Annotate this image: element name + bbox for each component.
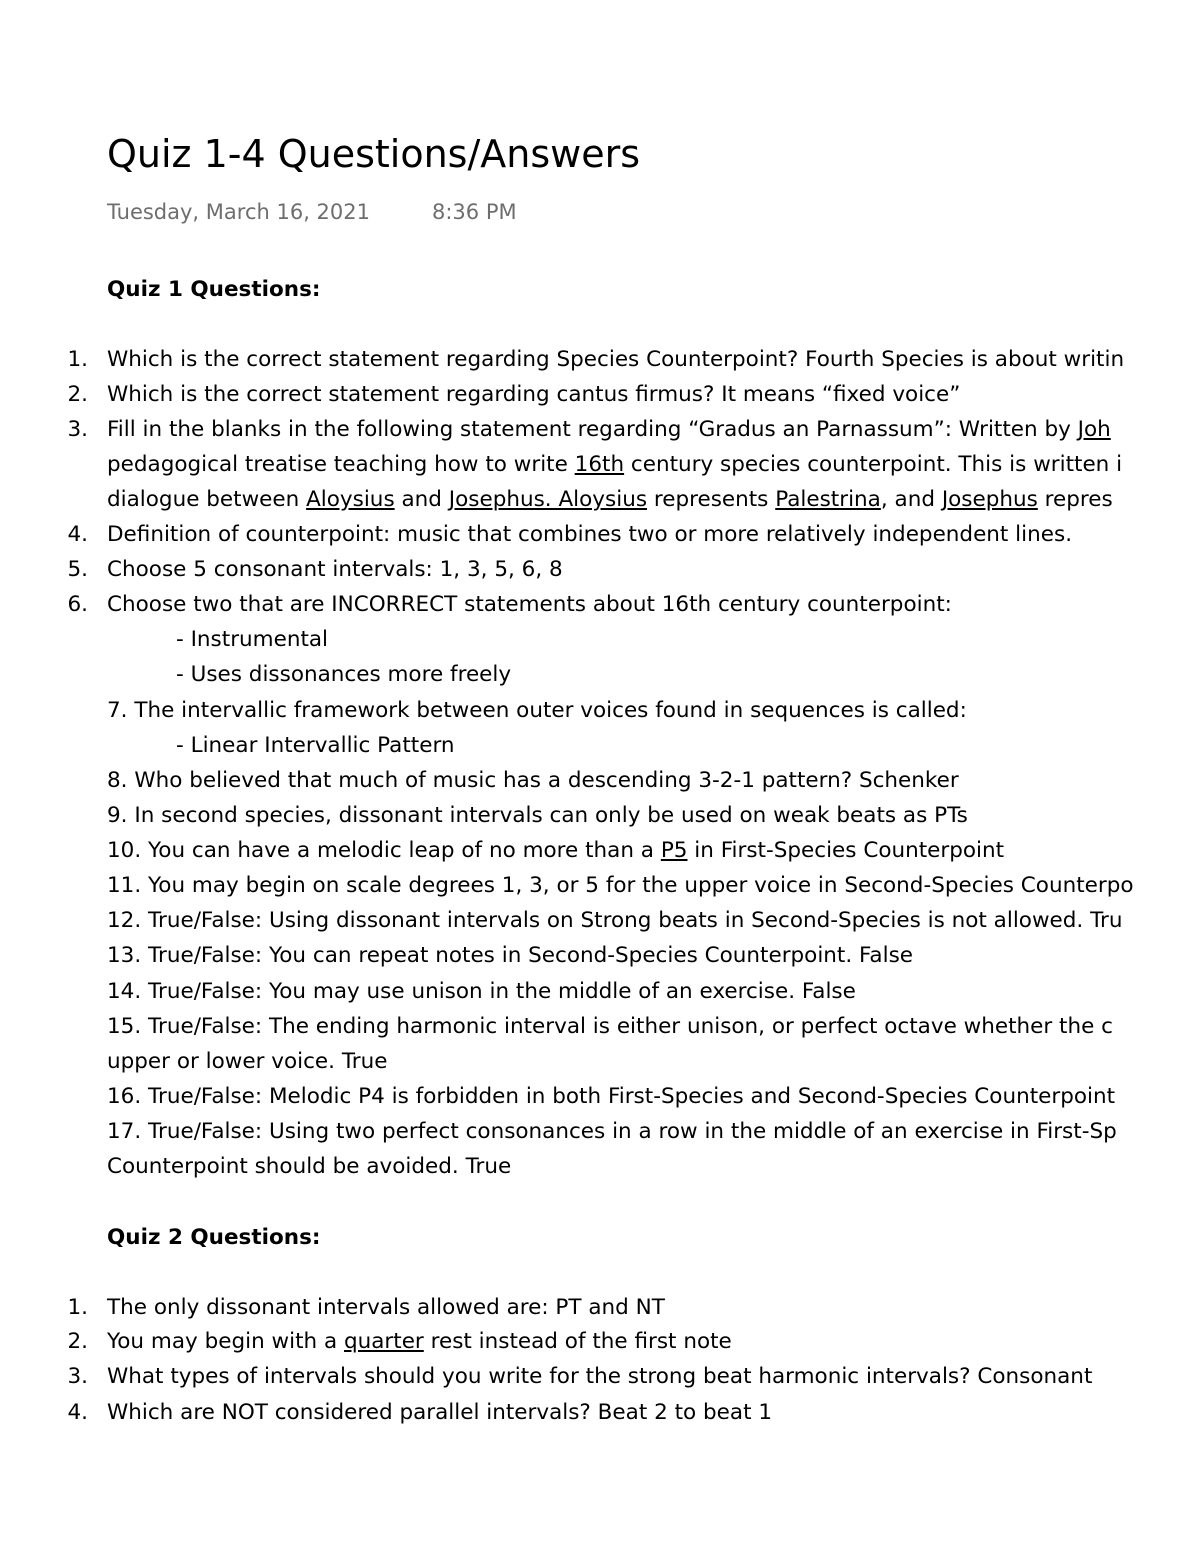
list-number: 4.	[67, 522, 88, 547]
quiz1-q10: 10. You can have a melodic leap of no more than a P5 in First-Species Counterpoint	[107, 838, 1005, 863]
question-text: What types of intervals should you write for the strong beat harmonic intervals? Consonant	[107, 1364, 1093, 1389]
question-text: Choose two that are INCORRECT statements about 16th century counterpoint:	[107, 592, 952, 617]
answer-blank: Josephus	[941, 487, 1038, 512]
quiz2-q4	[0, 1400, 1200, 1426]
list-number: 1.	[67, 1295, 88, 1320]
answer-blank: 16th	[574, 452, 625, 477]
quiz1-q3	[0, 417, 1200, 443]
answer-blank: quarter	[343, 1329, 424, 1354]
quiz2-q3	[0, 1364, 1200, 1390]
quiz1-q3-line3: dialogue between Aloysius and Josephus. Aloysius represents Palestrina, and Josephus repres	[107, 487, 1113, 512]
quiz1-q15: 15. True/False: The ending harmonic interval is either unison, or perfect octave whether the c	[107, 1014, 1113, 1039]
quiz1-q1	[0, 347, 1200, 373]
answer-blank: Palestrina	[775, 487, 881, 512]
question-text: Which are NOT considered parallel intervals? Beat 2 to beat 1	[107, 1400, 773, 1425]
list-number: 4.	[67, 1400, 88, 1425]
answer-blank: P5	[660, 838, 688, 863]
list-number: 1.	[67, 347, 88, 372]
quiz1-q7-answer: - Linear Intervallic Pattern	[176, 733, 455, 758]
quiz1-q16: 16. True/False: Melodic P4 is forbidden in both First-Species and Second-Species Counterpoint	[107, 1084, 1116, 1109]
quiz1-q7: 7. The intervallic framework between outer voices found in sequences is called:	[107, 698, 967, 723]
quiz1-q14: 14. True/False: You may use unison in the middle of an exercise. False	[107, 979, 856, 1004]
question-text: Choose 5 consonant intervals: 1, 3, 5, 6, 8	[107, 557, 563, 582]
list-number: 2.	[67, 1329, 88, 1354]
page-date: Tuesday, March 16, 2021	[107, 200, 370, 224]
quiz1-q6-answer1: - Instrumental	[176, 627, 329, 652]
quiz1-q3-line2: pedagogical treatise teaching how to write 16th century species counterpoint. This is written i	[107, 452, 1123, 477]
quiz1-q8: 8. Who believed that much of music has a descending 3-2-1 pattern? Schenker	[107, 768, 959, 793]
quiz2-heading: Quiz 2 Questions:	[107, 1225, 321, 1250]
quiz1-q2	[0, 382, 1200, 408]
answer-blank: Joh	[1077, 417, 1111, 442]
page-time: 8:36 PM	[432, 200, 517, 224]
list-number: 6.	[67, 592, 88, 617]
question-text: Definition of counterpoint: music that combines two or more relatively independent lines.	[107, 522, 1073, 547]
quiz1-q6-answer2: - Uses dissonances more freely	[176, 662, 512, 687]
quiz1-q17: 17. True/False: Using two perfect consonances in a row in the middle of an exercise in First-Sp	[107, 1119, 1117, 1144]
quiz2-q1	[0, 1295, 1200, 1321]
question-text: You may begin with a quarter rest instead of the first note	[107, 1329, 732, 1354]
question-text: Fill in the blanks in the following statement regarding “Gradus an Parnassum”: Written by Joh	[107, 417, 1111, 442]
quiz1-q12: 12. True/False: Using dissonant intervals on Strong beats in Second-Species is not allowed. Tru	[107, 908, 1123, 933]
list-number: 2.	[67, 382, 88, 407]
list-number: 5.	[67, 557, 88, 582]
quiz1-q17-line2: Counterpoint should be avoided. True	[107, 1154, 512, 1179]
quiz1-heading: Quiz 1 Questions:	[107, 277, 321, 302]
quiz1-q15-line2: upper or lower voice. True	[107, 1049, 388, 1074]
quiz1-q11: 11. You may begin on scale degrees 1, 3, or 5 for the upper voice in Second-Species Counterpo	[107, 873, 1134, 898]
question-text: Which is the correct statement regarding Species Counterpoint? Fourth Species is about writin	[107, 347, 1125, 372]
quiz1-q4	[0, 522, 1200, 548]
quiz1-q5	[0, 557, 1200, 583]
question-text: The only dissonant intervals allowed are: PT and NT	[107, 1295, 665, 1320]
quiz1-q13: 13. True/False: You can repeat notes in Second-Species Counterpoint. False	[107, 943, 913, 968]
page-title: Quiz 1-4 Questions/Answers	[107, 132, 641, 176]
question-text: Which is the correct statement regarding cantus firmus? It means “fixed voice”	[107, 382, 961, 407]
answer-blank: Josephus. Aloysius	[448, 487, 648, 512]
list-number: 3.	[67, 1364, 88, 1389]
list-number: 3.	[67, 417, 88, 442]
answer-blank: Aloysius	[306, 487, 395, 512]
quiz1-q9: 9. In second species, dissonant intervals can only be used on weak beats as PTs	[107, 803, 968, 828]
quiz1-q6	[0, 592, 1200, 618]
quiz2-q2	[0, 1329, 1200, 1355]
